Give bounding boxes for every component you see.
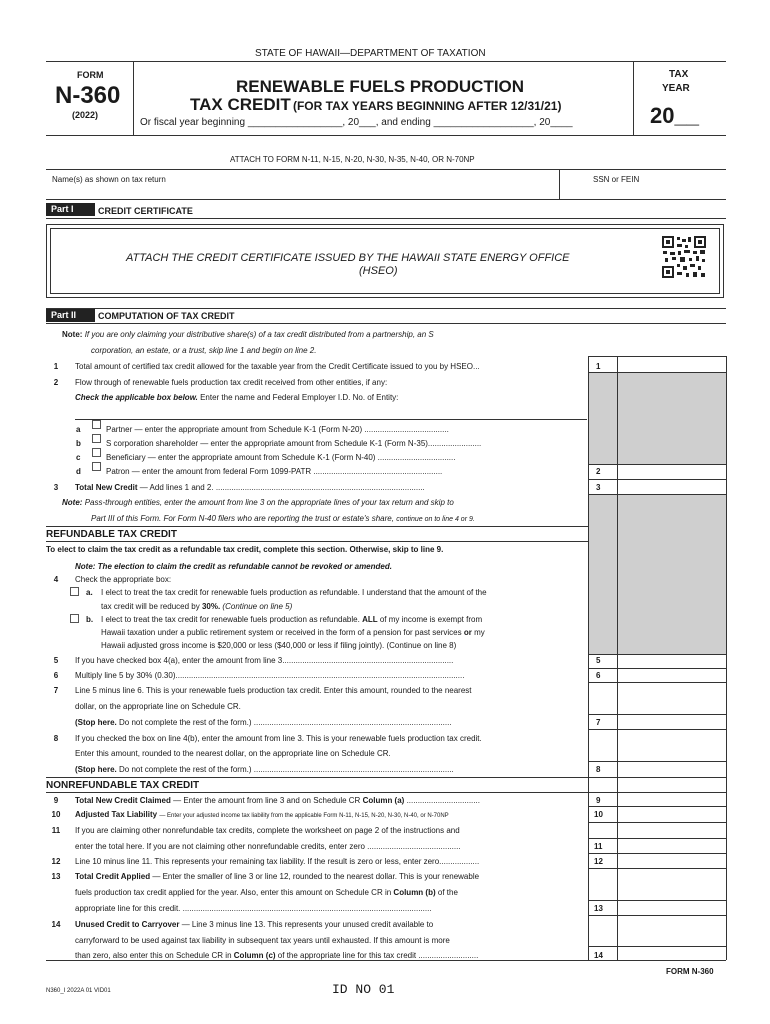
line5-number: 5 xyxy=(53,656,59,665)
line3-bold: Total New Credit xyxy=(75,483,138,492)
line1-amount-field[interactable] xyxy=(618,356,726,371)
line2d-checkbox[interactable] xyxy=(92,462,101,471)
shaded-column xyxy=(588,372,726,464)
line2a-checkbox[interactable] xyxy=(92,420,101,429)
line10-text xyxy=(75,810,449,819)
box-label-5: 5 xyxy=(596,656,601,665)
line4b-text-1 xyxy=(101,615,482,624)
line4b-label: b. xyxy=(86,615,94,624)
line10-amount-field[interactable] xyxy=(618,806,726,822)
line8-amount-field[interactable] xyxy=(618,761,726,777)
box-label-12: 12 xyxy=(594,857,603,866)
line14-text-1 xyxy=(75,920,433,929)
line3-text xyxy=(75,483,425,492)
line9-text xyxy=(75,796,480,805)
tax-year-label-1: TAX xyxy=(669,69,689,80)
line8-text-2: Enter this amount, rounded to the nearest dollar, on the appropriate line on Schedule CR. xyxy=(75,749,391,758)
line13-text-3: appropriate line for this credit. ................................................................................................................ xyxy=(75,904,432,913)
refundable-intro: To elect to claim the tax credit as a refundable tax credit, complete this section. Otherwise, skip to line 9. xyxy=(46,545,444,554)
refundable-note: Note: The election to claim the credit as refundable cannot be revoked or amended. xyxy=(75,562,392,571)
name-label: Name(s) as shown on tax return xyxy=(52,175,166,184)
line7-stop: (Stop here. xyxy=(75,718,117,727)
line4b-checkbox[interactable] xyxy=(70,614,79,623)
line14-number: 14 xyxy=(51,920,61,929)
line2d-letter: d xyxy=(76,467,81,476)
name-field[interactable] xyxy=(46,169,558,199)
line9-dots: ................................. xyxy=(406,796,480,805)
line13-rest: — Enter the smaller of line 3 or line 12, rounded to the nearest dollar. This is your renewable xyxy=(152,872,480,881)
note-text-1: If you are only claiming your distributive share(s) of a tax credit distributed from a partnership, an S xyxy=(84,330,434,339)
line2a-letter: a xyxy=(76,425,81,434)
box-label-13: 13 xyxy=(594,904,603,913)
line7-text-1: Line 5 minus line 6. This is your renewable fuels production tax credit. Enter this amount, rounded to the nearest xyxy=(75,686,472,695)
line13-amount-field[interactable] xyxy=(618,900,726,915)
line2b-letter: b xyxy=(76,439,81,448)
agency-name: STATE OF HAWAII—DEPARTMENT OF TAXATION xyxy=(255,48,486,59)
line9-number: 9 xyxy=(53,796,59,805)
line14-bold: Unused Credit to Carryover xyxy=(75,920,180,929)
line8-number: 8 xyxy=(53,734,59,743)
note2-text-2a: Part III of this Form. For Form N-40 filers who are reporting the trust or estate's share, xyxy=(91,514,394,523)
nonrefundable-title: NONREFUNDABLE TAX CREDIT xyxy=(46,780,200,791)
line2-amount-field[interactable] xyxy=(618,464,726,479)
line13-2a: fuels production tax credit applied for the year. Also, enter this amount on Schedule CR in xyxy=(75,888,392,897)
form-number: N-360 xyxy=(55,82,121,109)
line4a-text-2a: tax credit will be reduced by xyxy=(101,602,200,611)
line10-rest: — Enter your adjusted income tax liability from the applicable Form N-11, N-15, N-20, N-30, N-40, or N-70NP xyxy=(159,813,449,819)
line4b-text-3: Hawaii adjusted gross income is $20,000 or less ($40,000 or less if filing jointly). (Continue on line 8) xyxy=(101,641,457,650)
line4b-text-2b: or xyxy=(463,628,472,637)
box-label-8: 8 xyxy=(596,765,601,774)
line4a-text-2b: 30%. xyxy=(201,602,221,611)
line1-text: Total amount of certified tax credit allowed for the taxable year from the Credit Certificate issued to you by HSEO... xyxy=(75,362,480,371)
line14-3c: of the appropriate line for this tax credit ........................... xyxy=(277,951,479,960)
line4a-text-2c: (Continue on line 5) xyxy=(222,602,293,611)
ssn-field[interactable] xyxy=(560,169,726,199)
line14-rest: — Line 3 minus line 13. This represents your unused credit available to xyxy=(181,920,434,929)
line4b-text-2a: Hawaii taxation under a public retirement system or received in the form of a pension for past services xyxy=(101,628,462,637)
line4a-text-2 xyxy=(101,602,292,611)
form-title-line2 xyxy=(190,95,561,115)
line14-3b: Column (c) xyxy=(233,951,276,960)
line3-number: 3 xyxy=(53,483,59,492)
box-label-11: 11 xyxy=(594,842,603,851)
footer-form-ref: FORM N-360 xyxy=(666,967,714,976)
note2-label: Note: xyxy=(62,498,83,507)
line4-number: 4 xyxy=(53,575,59,584)
form-label: FORM xyxy=(77,70,104,80)
box-label-1: 1 xyxy=(596,362,601,371)
footer-id-number: ID NO 01 xyxy=(332,982,395,997)
line4b-text-2 xyxy=(101,628,485,637)
entity-name-field[interactable] xyxy=(75,405,585,418)
line13-text-1 xyxy=(75,872,479,881)
certificate-instruction-1: ATTACH THE CREDIT CERTIFICATE ISSUED BY THE HAWAII STATE ENERGY OFFICE xyxy=(126,252,570,264)
line4b-text-1b: ALL xyxy=(362,615,378,624)
line14-amount-field[interactable] xyxy=(618,946,726,960)
note2-text-2b: continue on to line 4 or 9. xyxy=(396,516,475,523)
line9-amount-field[interactable] xyxy=(618,792,726,806)
line2b-checkbox[interactable] xyxy=(92,434,101,443)
box-label-9: 9 xyxy=(596,796,601,805)
line2c-letter: c xyxy=(76,453,81,462)
line2c-text: Beneficiary — enter the appropriate amount from Schedule K-1 (Form N-40) ................................... xyxy=(106,453,456,462)
line14-text-3 xyxy=(75,951,478,960)
line14-text-2: carryforward to be used against tax liability in subsequent tax years until exhausted. If this amount is more xyxy=(75,936,450,945)
line13-2b: Column (b) xyxy=(393,888,436,897)
line10-bold: Adjusted Tax Liability xyxy=(75,810,158,819)
fiscal-year-line: Or fiscal year beginning _________________, 20___, and ending __________________, 20____ xyxy=(140,117,573,128)
form-year: (2022) xyxy=(72,110,99,120)
line13-number: 13 xyxy=(51,872,61,881)
line14-3a: than zero, also enter this on Schedule CR in xyxy=(75,951,232,960)
line2-check-rest: Enter the name and Federal Employer I.D. No. of Entity: xyxy=(200,393,399,402)
line8-rest: Do not complete the rest of the form.) .......................................................................................... xyxy=(119,765,454,774)
line12-amount-field[interactable] xyxy=(618,853,726,868)
line2b-text: S corporation shareholder — enter the appropriate amount from Schedule K-1 (Form N-35)........................ xyxy=(106,439,482,448)
attach-to-forms: ATTACH TO FORM N-11, N-15, N-20, N-30, N-35, N-40, OR N-70NP xyxy=(230,155,475,164)
note2-text-2 xyxy=(91,514,475,523)
line2-number: 2 xyxy=(53,378,59,387)
part2-note2 xyxy=(62,498,454,507)
line11-text-2: enter the total here. If you are not claiming other nonrefundable credits, enter zero .......................................... xyxy=(75,842,461,851)
line11-number: 11 xyxy=(51,826,61,835)
part1-tag-text: Part I xyxy=(51,204,74,214)
form-title-sub: (FOR TAX YEARS BEGINNING AFTER 12/31/21) xyxy=(292,99,562,113)
line7-rest: Do not complete the rest of the form.) ......................................................................................... xyxy=(119,718,452,727)
part2-tag-text: Part II xyxy=(51,310,77,320)
line8-stop: (Stop here. xyxy=(75,765,117,774)
line5-amount-field[interactable] xyxy=(618,654,726,668)
line4a-text-1: I elect to treat the tax credit for renewable fuels production as refundable. I understand that the amount of the xyxy=(101,588,487,597)
line2a-text: Partner — enter the appropriate amount from Schedule K-1 (Form N-20) ...................................... xyxy=(106,425,449,434)
line10-number: 10 xyxy=(51,810,61,819)
part2-tag xyxy=(46,309,95,322)
line6-text: Multiply line 5 by 30% (0.30).................................................................................................................................. xyxy=(75,671,465,680)
line11-text-1: If you are claiming other nonrefundable tax credits, complete the worksheet on page 2 of the instructions and xyxy=(75,826,460,835)
tax-year-value[interactable]: 20__ xyxy=(650,103,699,128)
line1-number: 1 xyxy=(53,362,59,371)
line13-text-2 xyxy=(75,888,458,897)
line9-bold: Total New Credit Claimed xyxy=(75,796,171,805)
line7-text-2: dollar, on the appropriate line on Schedule CR. xyxy=(75,702,241,711)
line12-text: Line 10 minus line 11. This represents your remaining tax liability. If the result is zero or less, enter zero.................. xyxy=(75,857,480,866)
footer-code: N360_I 2022A 01 VID01 xyxy=(46,988,111,994)
line2-instruction xyxy=(75,393,398,402)
box-label-7: 7 xyxy=(596,718,601,727)
note2-text-1: Pass-through entities, enter the amount from line 3 on the appropriate lines of your tax return and skip to xyxy=(84,498,454,507)
line6-number: 6 xyxy=(53,671,59,680)
line3-rest: — Add lines 1 and 2. .............................................................................................. xyxy=(139,483,425,492)
refundable-title: REFUNDABLE TAX CREDIT xyxy=(46,529,177,540)
line2c-checkbox[interactable] xyxy=(92,448,101,457)
note-label: Note: xyxy=(62,330,83,339)
qr-code-icon xyxy=(662,236,706,278)
line9-mid: — Enter the amount from line 3 and on Schedule CR xyxy=(173,796,361,805)
line3-amount-field[interactable] xyxy=(618,479,726,494)
tax-year-label-2: YEAR xyxy=(662,83,690,94)
line12-number: 12 xyxy=(51,857,61,866)
line6-amount-field[interactable] xyxy=(618,668,726,682)
line4a-checkbox[interactable] xyxy=(70,587,79,596)
line11-amount-field[interactable] xyxy=(618,838,726,853)
line7-number: 7 xyxy=(53,686,59,695)
form-title-line1: RENEWABLE FUELS PRODUCTION xyxy=(236,77,525,96)
line4a-label: a. xyxy=(86,588,93,597)
line7-text-3 xyxy=(75,718,452,727)
part1-title: CREDIT CERTIFICATE xyxy=(98,206,193,216)
line4-text: Check the appropriate box: xyxy=(75,575,172,584)
box-label-2: 2 xyxy=(596,467,601,476)
line4b-text-1c: of my income is exempt from xyxy=(379,615,483,624)
part1-tag xyxy=(46,203,95,216)
part2-note xyxy=(62,330,434,339)
line7-amount-field[interactable] xyxy=(618,714,726,729)
form-title-main: TAX CREDIT xyxy=(190,95,291,114)
line5-text: If you have checked box 4(a), enter the amount from line 3............................................................................. xyxy=(75,656,454,665)
certificate-instruction-2: (HSEO) xyxy=(359,265,398,277)
line9-bold2: Column (a) xyxy=(362,796,405,805)
box-label-10: 10 xyxy=(594,810,603,819)
part2-title: COMPUTATION OF TAX CREDIT xyxy=(98,311,235,321)
line4b-text-2c: my xyxy=(474,628,485,637)
line4b-text-1a: I elect to treat the tax credit for renewable fuels production as refundable. xyxy=(101,615,360,624)
line2-check-label: Check the applicable box below. xyxy=(75,393,198,402)
line2-text: Flow through of renewable fuels production tax credit received from other entities, if any: xyxy=(75,378,388,387)
box-label-3: 3 xyxy=(596,483,601,492)
line13-2c: of the xyxy=(437,888,458,897)
box-label-6: 6 xyxy=(596,671,601,680)
line13-bold: Total Credit Applied xyxy=(75,872,151,881)
line8-text-3 xyxy=(75,765,454,774)
ssn-label: SSN or FEIN xyxy=(593,175,640,184)
note-text-2: corporation, an estate, or a trust, skip line 1 and begin on line 2. xyxy=(91,346,317,355)
line2d-text: Patron — enter the amount from federal Form 1099-PATR .......................................................... xyxy=(106,467,443,476)
box-label-14: 14 xyxy=(594,951,603,960)
line8-text-1: If you checked the box on line 4(b), enter the amount from line 3. This is your renewable fuels production tax credit. xyxy=(75,734,482,743)
